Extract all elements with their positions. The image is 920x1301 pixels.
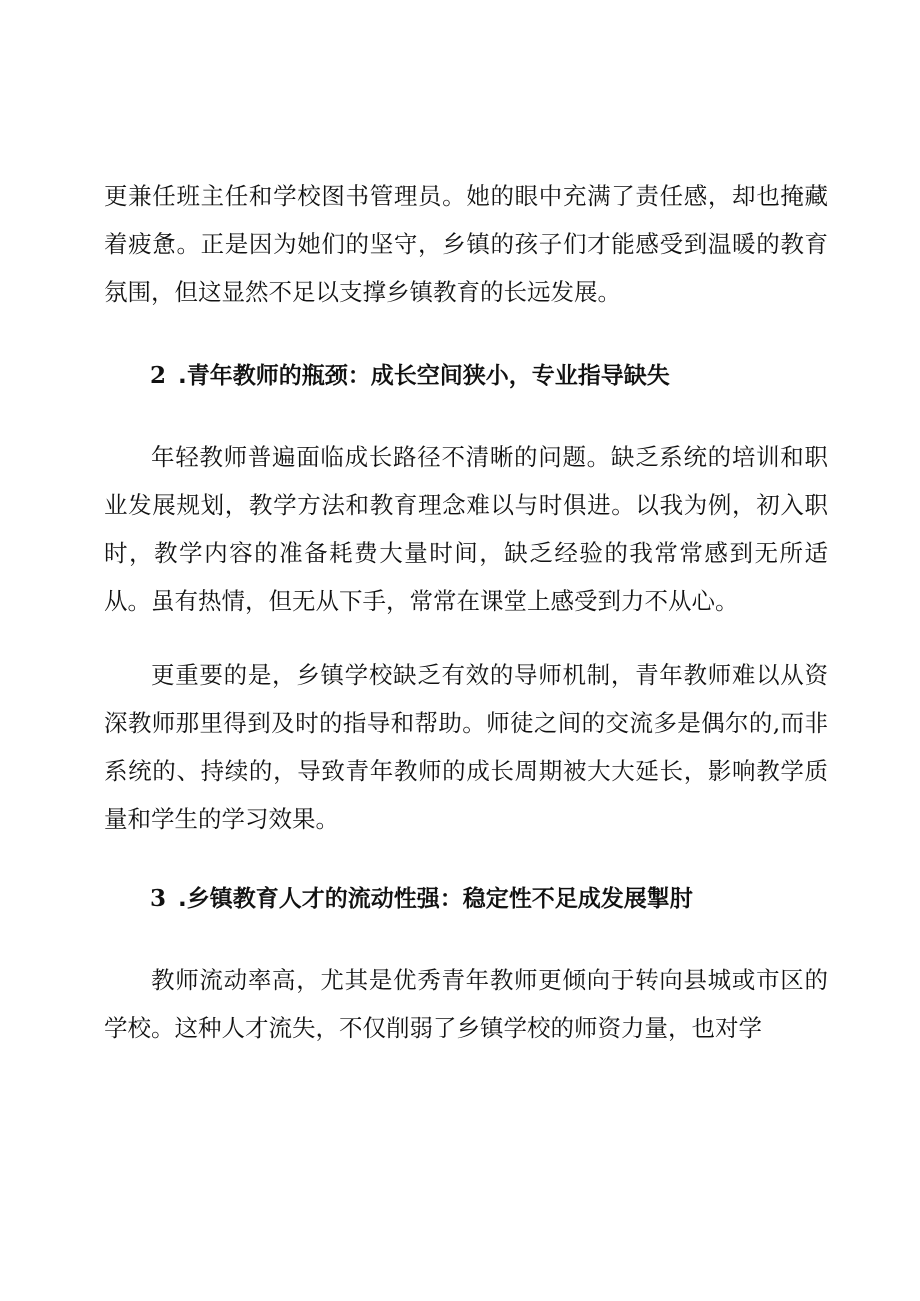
section-number-2: 2 (150, 362, 167, 389)
section-title-2: .青年教师的瓶颈：成长空间狭小，专业指导缺失 (178, 363, 670, 389)
body-paragraph-mentor-mechanism: 更重要的是，乡镇学校缺乏有效的导师机制，青年教师难以从资深教师那里得到及时的指导和帮助。师徒之间的交流多是偶尔的,而非系统的、持续的，导致青年教师的成长周期被大大延长，影响教学质量和学生的学习效果。 (104, 661, 828, 833)
section-title-3: .乡镇教育人才的流动性强：稳定性不足成发展掣肘 (178, 886, 693, 912)
body-paragraph-young-teachers: 年轻教师普遍面临成长路径不清晰的问题。缺乏系统的培训和职业发展规划，教学方法和教育理念难以与时俱进。以我为例，初入职时，教学内容的准备耗费大量时间，缺乏经验的我常常感到无所适从。虽有热情，但无从下手，常常在课堂上感受到力不从心。 (104, 443, 828, 615)
section-heading-2 (150, 361, 830, 391)
section-number-3: 3 (150, 885, 167, 912)
section-heading-3 (150, 884, 830, 914)
body-paragraph-talent-mobility: 教师流动率高，尤其是优秀青年教师更倾向于转向县城或市区的学校。这种人才流失，不仅削弱了乡镇学校的师资力量，也对学 (104, 966, 828, 1042)
body-paragraph-continuation: 更兼任班主任和学校图书管理员。她的眼中充满了责任感，却也掩藏着疲惫。正是因为她们的坚守，乡镇的孩子们才能感受到温暖的教育氛围，但这显然不足以支撑乡镇教育的长远发展。 (104, 182, 828, 306)
